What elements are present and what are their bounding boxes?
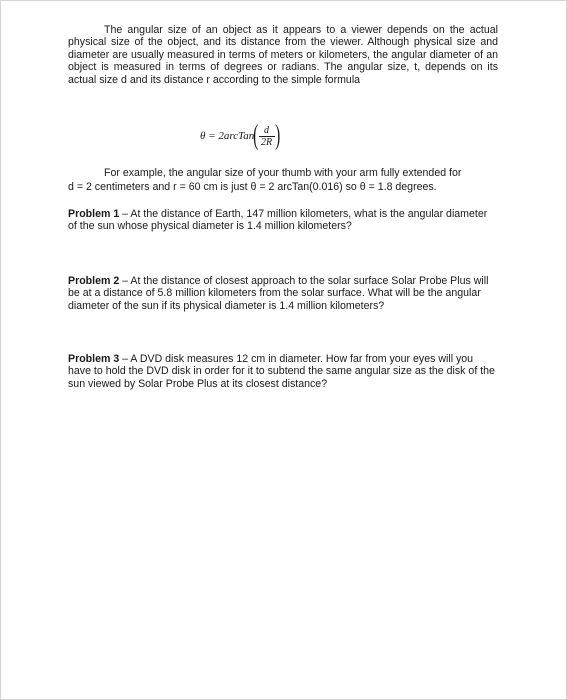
formula-right-paren: ) — [274, 120, 280, 151]
problem-3 — [68, 353, 498, 390]
problem-3-label: Problem 3 — [68, 353, 120, 365]
formula-lhs: θ = 2arcTan — [200, 130, 255, 142]
problem-1-label: Problem 1 — [68, 208, 120, 220]
problem-1 — [68, 208, 498, 233]
formula-denominator: 2R — [260, 136, 273, 148]
example-line-2: d = 2 centimeters and r = 60 cm is just θ = 2 arcTan(0.016) so θ = 1.8 degrees. — [68, 181, 437, 193]
problem-2 — [68, 275, 498, 312]
problem-3-text: – A DVD disk measures 12 cm in diameter. How far from your eyes will you have to hold the DVD disk in order for it to subtend the same angular size as the disk of the sun viewed by Solar Probe Plus at its closest distance? — [68, 353, 495, 390]
example-section — [68, 166, 498, 194]
example-line-1: For example, the angular size of your thumb with your arm fully extended for — [104, 167, 462, 179]
formula-fraction — [259, 125, 275, 148]
angular-size-formula — [200, 118, 279, 154]
intro-paragraph: The angular size of an object as it appears to a viewer depends on the actual physical size of the object, and its distance from the viewer. Although physical size and diameter are usually measured in terms of meters or kilometers, the angular diameter of an object is measured in terms of degrees or radians. The angular size, t, depends on its actual size d and its distance r according to the simple formula — [68, 24, 498, 86]
formula-left-paren: ( — [253, 120, 259, 151]
problem-1-text: – At the distance of Earth, 147 million kilometers, what is the angular diameter of the sun whose physical diameter is 1.4 million kilometers? — [68, 208, 488, 233]
problem-2-label: Problem 2 — [68, 275, 120, 287]
formula-numerator: d — [264, 124, 270, 136]
problem-2-text: – At the distance of closest approach to the solar surface Solar Probe Plus will be at a distance of 5.8 million kilometers from the solar surface. What will be the angular diameter of the sun if its physical diameter is 1.4 million kilometers? — [68, 275, 489, 312]
intro-section — [68, 24, 498, 86]
